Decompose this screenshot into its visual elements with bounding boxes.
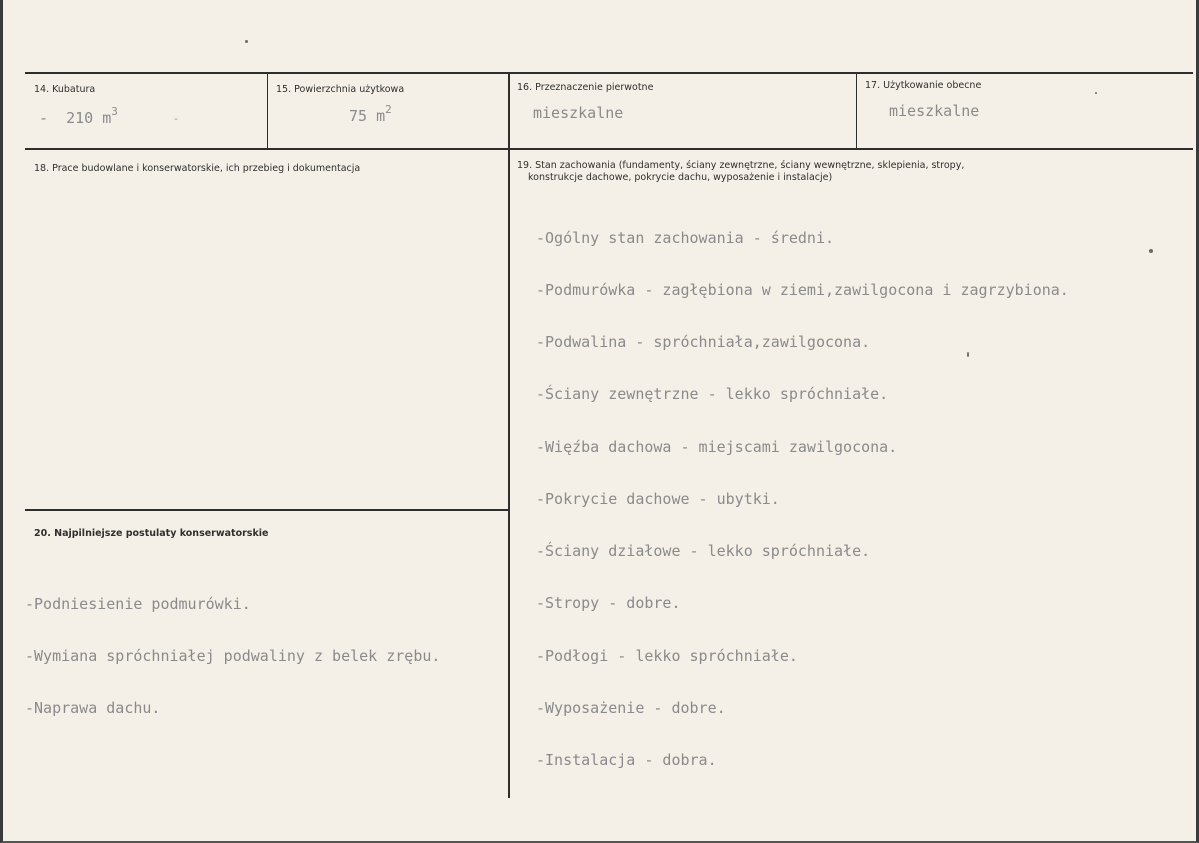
col-divider-14-15	[267, 73, 268, 149]
condition-line: -Instalacja - dobra.	[536, 751, 717, 769]
condition-line: -Podłogi - lekko spróchniałe.	[536, 646, 798, 665]
field-14-label: 14. Kubatura	[34, 84, 96, 95]
field-17-value: mieszkalne	[889, 102, 980, 120]
paper-speck	[967, 352, 969, 357]
field-15-label: 15. Powierzchnia użytkowa	[276, 84, 405, 95]
postulate-line: -Naprawa dachu.	[25, 699, 161, 718]
field-14-dash-right: -	[173, 114, 180, 125]
paper-speck	[245, 40, 248, 43]
paper-speck	[1149, 249, 1153, 253]
field-18-label: 18. Prace budowlane i konserwatorskie, ich przebieg i dokumentacja	[34, 163, 361, 174]
postulate-line: -Wymiana spróchniałej podwaliny z belek zrębu.	[25, 647, 441, 666]
postulate-line: -Podniesienie podmurówki.	[25, 594, 251, 613]
col-divider-16-17	[856, 73, 857, 149]
field-16-label: 16. Przeznaczenie pierwotne	[517, 82, 654, 93]
condition-line: -Stropy - dobre.	[536, 594, 681, 613]
field-17-label: 17. Użytkowanie obecne	[865, 80, 982, 91]
field-19-condition-list	[536, 195, 1069, 804]
field-19-label-line1: 19. Stan zachowania (fundamenty, ściany zewnętrzne, ściany wewnętrzne, sklepienia, stropy,	[517, 160, 965, 171]
field-15-superscript: 2	[385, 103, 392, 116]
condition-line: -Wyposażenie - dobre.	[536, 698, 726, 717]
field-14-dash-left: -	[39, 109, 49, 127]
condition-line: -Pokrycie dachowe - ubytki.	[536, 489, 780, 508]
field-19-label-line2: konstrukcje dachowe, pokrycie dachu, wyposażenie i instalacje)	[528, 172, 833, 183]
field-15-value	[349, 105, 392, 125]
top-rule	[25, 72, 1193, 74]
col-divider-main	[508, 73, 510, 798]
field-20-postulate-list	[25, 561, 440, 752]
field-14-value	[39, 107, 118, 127]
condition-line: -Ogólny stan zachowania - średni.	[536, 228, 835, 247]
condition-line: -Podwalina - spróchniała,zawilgocona.	[536, 333, 871, 352]
paper-speck	[1095, 92, 1097, 94]
row-divider	[25, 148, 1193, 150]
condition-line: -Podmurówka - zagłębiona w ziemi,zawilgocona i zagrzybiona.	[536, 281, 1069, 300]
condition-line: -Więźba dachowa - miejscami zawilgocona.	[536, 437, 898, 456]
field-16-value: mieszkalne	[533, 104, 624, 122]
condition-line: -Ściany działowe - lekko spróchniałe.	[536, 542, 871, 561]
field-20-label: 20. Najpilniejsze postulaty konserwatorskie	[34, 528, 269, 539]
field-14-number: 210 m	[66, 109, 112, 127]
field-18-20-divider	[25, 509, 509, 511]
field-15-number: 75 m	[349, 107, 386, 125]
field-14-superscript: 3	[111, 105, 118, 118]
condition-line: -Ściany zewnętrzne - lekko spróchniałe.	[536, 385, 889, 404]
